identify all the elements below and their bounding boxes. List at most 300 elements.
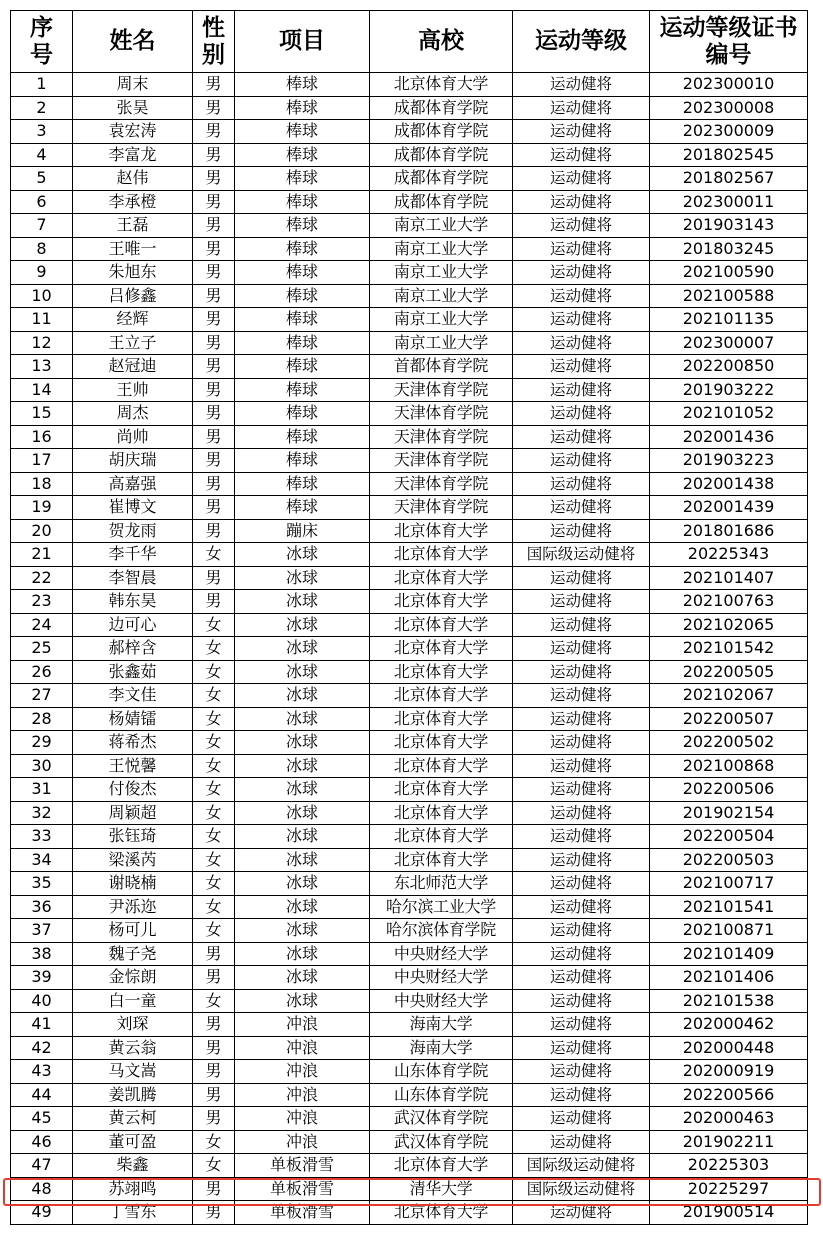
cell-index: 27 <box>11 684 73 708</box>
cell-cert: 202101542 <box>650 637 808 661</box>
table-row <box>11 73 808 97</box>
cell-level: 运动健将 <box>513 1083 650 1107</box>
cell-school: 北京体育大学 <box>370 1201 513 1225</box>
cell-level: 运动健将 <box>513 472 650 496</box>
cell-name: 贺龙雨 <box>73 519 193 543</box>
table-row <box>11 167 808 191</box>
cell-cert: 202200507 <box>650 707 808 731</box>
cell-gender: 女 <box>193 1130 235 1154</box>
cell-level: 运动健将 <box>513 1107 650 1131</box>
cell-school: 海南大学 <box>370 1036 513 1060</box>
cell-school: 中央财经大学 <box>370 989 513 1013</box>
cell-name: 边可心 <box>73 613 193 637</box>
cell-school: 天津体育学院 <box>370 378 513 402</box>
table-row <box>11 660 808 684</box>
cell-level: 运动健将 <box>513 331 650 355</box>
cell-sport: 棒球 <box>235 167 370 191</box>
cell-school: 北京体育大学 <box>370 684 513 708</box>
cell-level: 运动健将 <box>513 919 650 943</box>
header-cert: 运动等级证书编号 <box>650 11 808 73</box>
cell-school: 北京体育大学 <box>370 637 513 661</box>
cell-index: 43 <box>11 1060 73 1084</box>
cell-name: 李承橙 <box>73 190 193 214</box>
cell-gender: 男 <box>193 1201 235 1225</box>
cell-index: 10 <box>11 284 73 308</box>
cell-sport: 冰球 <box>235 942 370 966</box>
cell-gender: 女 <box>193 848 235 872</box>
athlete-table-container <box>10 10 808 1225</box>
cell-index: 1 <box>11 73 73 97</box>
cell-cert: 201903223 <box>650 449 808 473</box>
cell-name: 杨可儿 <box>73 919 193 943</box>
cell-level: 运动健将 <box>513 754 650 778</box>
cell-school: 北京体育大学 <box>370 1154 513 1178</box>
cell-level: 运动健将 <box>513 496 650 520</box>
cell-index: 7 <box>11 214 73 238</box>
cell-sport: 单板滑雪 <box>235 1201 370 1225</box>
cell-name: 蒋希杰 <box>73 731 193 755</box>
cell-sport: 冰球 <box>235 919 370 943</box>
cell-level: 运动健将 <box>513 519 650 543</box>
cell-gender: 男 <box>193 966 235 990</box>
cell-index: 32 <box>11 801 73 825</box>
cell-name: 周颖超 <box>73 801 193 825</box>
cell-school: 南京工业大学 <box>370 214 513 238</box>
cell-name: 张钰琦 <box>73 825 193 849</box>
cell-gender: 女 <box>193 660 235 684</box>
cell-gender: 男 <box>193 167 235 191</box>
cell-index: 41 <box>11 1013 73 1037</box>
cell-index: 34 <box>11 848 73 872</box>
cell-level: 运动健将 <box>513 613 650 637</box>
cell-school: 中央财经大学 <box>370 942 513 966</box>
cell-sport: 冲浪 <box>235 1060 370 1084</box>
table-row <box>11 825 808 849</box>
table-row <box>11 425 808 449</box>
table-row <box>11 1201 808 1225</box>
cell-name: 丁雪东 <box>73 1201 193 1225</box>
cell-school: 北京体育大学 <box>370 731 513 755</box>
cell-cert: 201801686 <box>650 519 808 543</box>
cell-gender: 男 <box>193 120 235 144</box>
cell-level: 运动健将 <box>513 190 650 214</box>
cell-gender: 男 <box>193 590 235 614</box>
cell-school: 南京工业大学 <box>370 261 513 285</box>
cell-index: 42 <box>11 1036 73 1060</box>
cell-cert: 20225303 <box>650 1154 808 1178</box>
cell-name: 谢晓楠 <box>73 872 193 896</box>
cell-level: 运动健将 <box>513 895 650 919</box>
table-row <box>11 566 808 590</box>
cell-gender: 女 <box>193 989 235 1013</box>
cell-sport: 冰球 <box>235 895 370 919</box>
cell-sport: 冲浪 <box>235 1036 370 1060</box>
cell-name: 白一童 <box>73 989 193 1013</box>
table-row <box>11 754 808 778</box>
cell-school: 北京体育大学 <box>370 825 513 849</box>
cell-level: 运动健将 <box>513 1036 650 1060</box>
cell-school: 南京工业大学 <box>370 331 513 355</box>
table-row <box>11 848 808 872</box>
cell-cert: 201902211 <box>650 1130 808 1154</box>
cell-level: 国际级运动健将 <box>513 1154 650 1178</box>
cell-level: 运动健将 <box>513 825 650 849</box>
cell-index: 22 <box>11 566 73 590</box>
cell-cert: 201802545 <box>650 143 808 167</box>
cell-index: 12 <box>11 331 73 355</box>
cell-name: 赵伟 <box>73 167 193 191</box>
cell-gender: 女 <box>193 637 235 661</box>
cell-school: 北京体育大学 <box>370 778 513 802</box>
cell-cert: 202300008 <box>650 96 808 120</box>
cell-index: 8 <box>11 237 73 261</box>
header-name: 姓名 <box>73 11 193 73</box>
cell-sport: 冰球 <box>235 989 370 1013</box>
cell-school: 南京工业大学 <box>370 284 513 308</box>
cell-name: 马文嵩 <box>73 1060 193 1084</box>
cell-level: 运动健将 <box>513 167 650 191</box>
cell-level: 国际级运动健将 <box>513 543 650 567</box>
cell-index: 48 <box>11 1177 73 1201</box>
cell-gender: 男 <box>193 143 235 167</box>
cell-sport: 冰球 <box>235 637 370 661</box>
cell-index: 35 <box>11 872 73 896</box>
cell-sport: 棒球 <box>235 496 370 520</box>
cell-cert: 201802567 <box>650 167 808 191</box>
cell-cert: 202100868 <box>650 754 808 778</box>
cell-level: 运动健将 <box>513 707 650 731</box>
cell-sport: 棒球 <box>235 425 370 449</box>
cell-level: 国际级运动健将 <box>513 1177 650 1201</box>
cell-gender: 男 <box>193 1013 235 1037</box>
table-row <box>11 942 808 966</box>
table-row <box>11 543 808 567</box>
cell-school: 成都体育学院 <box>370 120 513 144</box>
cell-index: 38 <box>11 942 73 966</box>
cell-cert: 202200502 <box>650 731 808 755</box>
cell-sport: 单板滑雪 <box>235 1177 370 1201</box>
cell-gender: 女 <box>193 684 235 708</box>
cell-school: 山东体育学院 <box>370 1060 513 1084</box>
cell-name: 李千华 <box>73 543 193 567</box>
cell-school: 山东体育学院 <box>370 1083 513 1107</box>
table-row <box>11 778 808 802</box>
cell-school: 北京体育大学 <box>370 707 513 731</box>
cell-school: 北京体育大学 <box>370 590 513 614</box>
cell-level: 运动健将 <box>513 731 650 755</box>
table-row <box>11 120 808 144</box>
cell-level: 运动健将 <box>513 966 650 990</box>
header-gender: 性别 <box>193 11 235 73</box>
cell-cert: 202100590 <box>650 261 808 285</box>
cell-index: 20 <box>11 519 73 543</box>
cell-school: 天津体育学院 <box>370 472 513 496</box>
cell-name: 吕修鑫 <box>73 284 193 308</box>
cell-name: 朱旭东 <box>73 261 193 285</box>
cell-sport: 冰球 <box>235 754 370 778</box>
cell-index: 16 <box>11 425 73 449</box>
table-row <box>11 449 808 473</box>
cell-sport: 棒球 <box>235 472 370 496</box>
cell-name: 张鑫茹 <box>73 660 193 684</box>
table-row <box>11 378 808 402</box>
table-row <box>11 919 808 943</box>
table-row <box>11 1107 808 1131</box>
table-row <box>11 1083 808 1107</box>
cell-gender: 男 <box>193 449 235 473</box>
table-row <box>11 637 808 661</box>
cell-cert: 202200850 <box>650 355 808 379</box>
cell-index: 28 <box>11 707 73 731</box>
cell-name: 王立子 <box>73 331 193 355</box>
cell-school: 海南大学 <box>370 1013 513 1037</box>
cell-cert: 202001439 <box>650 496 808 520</box>
cell-gender: 男 <box>193 355 235 379</box>
cell-gender: 男 <box>193 261 235 285</box>
cell-gender: 男 <box>193 378 235 402</box>
cell-sport: 冲浪 <box>235 1083 370 1107</box>
cell-sport: 棒球 <box>235 73 370 97</box>
cell-school: 北京体育大学 <box>370 543 513 567</box>
cell-gender: 女 <box>193 707 235 731</box>
cell-name: 周杰 <box>73 402 193 426</box>
cell-name: 黄云柯 <box>73 1107 193 1131</box>
cell-gender: 男 <box>193 1177 235 1201</box>
cell-gender: 女 <box>193 1154 235 1178</box>
cell-school: 南京工业大学 <box>370 308 513 332</box>
cell-sport: 冲浪 <box>235 1107 370 1131</box>
cell-index: 2 <box>11 96 73 120</box>
cell-sport: 蹦床 <box>235 519 370 543</box>
cell-cert: 202101541 <box>650 895 808 919</box>
cell-level: 运动健将 <box>513 1201 650 1225</box>
cell-cert: 202200504 <box>650 825 808 849</box>
cell-sport: 冰球 <box>235 801 370 825</box>
table-row <box>11 519 808 543</box>
table-row <box>11 1060 808 1084</box>
table-row <box>11 801 808 825</box>
cell-school: 清华大学 <box>370 1177 513 1201</box>
cell-cert: 202001436 <box>650 425 808 449</box>
cell-sport: 棒球 <box>235 284 370 308</box>
cell-school: 成都体育学院 <box>370 143 513 167</box>
table-row <box>11 731 808 755</box>
cell-cert: 202102067 <box>650 684 808 708</box>
cell-cert: 201900514 <box>650 1201 808 1225</box>
cell-name: 魏子尧 <box>73 942 193 966</box>
cell-index: 4 <box>11 143 73 167</box>
cell-level: 运动健将 <box>513 308 650 332</box>
table-row <box>11 989 808 1013</box>
cell-cert: 202300007 <box>650 331 808 355</box>
cell-gender: 男 <box>193 308 235 332</box>
cell-index: 6 <box>11 190 73 214</box>
cell-level: 运动健将 <box>513 801 650 825</box>
cell-name: 王磊 <box>73 214 193 238</box>
cell-level: 运动健将 <box>513 120 650 144</box>
cell-cert: 202100588 <box>650 284 808 308</box>
header-index: 序号 <box>11 11 73 73</box>
cell-cert: 202200506 <box>650 778 808 802</box>
table-row <box>11 96 808 120</box>
cell-level: 运动健将 <box>513 778 650 802</box>
table-row <box>11 496 808 520</box>
cell-school: 北京体育大学 <box>370 848 513 872</box>
cell-school: 武汉体育学院 <box>370 1107 513 1131</box>
cell-gender: 男 <box>193 237 235 261</box>
cell-name: 胡庆瑞 <box>73 449 193 473</box>
table-row <box>11 284 808 308</box>
cell-sport: 棒球 <box>235 331 370 355</box>
cell-school: 北京体育大学 <box>370 613 513 637</box>
cell-index: 33 <box>11 825 73 849</box>
cell-index: 14 <box>11 378 73 402</box>
cell-level: 运动健将 <box>513 872 650 896</box>
cell-level: 运动健将 <box>513 214 650 238</box>
cell-name: 董可盈 <box>73 1130 193 1154</box>
cell-sport: 冰球 <box>235 707 370 731</box>
table-row <box>11 613 808 637</box>
table-row <box>11 355 808 379</box>
cell-name: 姜凯腾 <box>73 1083 193 1107</box>
table-row <box>11 1036 808 1060</box>
cell-gender: 男 <box>193 425 235 449</box>
cell-gender: 男 <box>193 331 235 355</box>
cell-school: 首都体育学院 <box>370 355 513 379</box>
cell-level: 运动健将 <box>513 1130 650 1154</box>
table-row <box>11 402 808 426</box>
cell-level: 运动健将 <box>513 848 650 872</box>
cell-index: 25 <box>11 637 73 661</box>
cell-school: 北京体育大学 <box>370 566 513 590</box>
cell-cert: 202101409 <box>650 942 808 966</box>
cell-name: 周末 <box>73 73 193 97</box>
cell-level: 运动健将 <box>513 449 650 473</box>
cell-gender: 女 <box>193 801 235 825</box>
header-sport: 项目 <box>235 11 370 73</box>
cell-cert: 202001438 <box>650 472 808 496</box>
cell-gender: 男 <box>193 1060 235 1084</box>
cell-gender: 女 <box>193 731 235 755</box>
cell-cert: 202100717 <box>650 872 808 896</box>
cell-sport: 冲浪 <box>235 1013 370 1037</box>
cell-index: 13 <box>11 355 73 379</box>
cell-cert: 202102065 <box>650 613 808 637</box>
cell-cert: 202300010 <box>650 73 808 97</box>
cell-name: 张昊 <box>73 96 193 120</box>
table-row <box>11 214 808 238</box>
cell-cert: 202101406 <box>650 966 808 990</box>
cell-name: 王帅 <box>73 378 193 402</box>
cell-sport: 单板滑雪 <box>235 1154 370 1178</box>
cell-gender: 男 <box>193 1083 235 1107</box>
cell-level: 运动健将 <box>513 942 650 966</box>
cell-index: 36 <box>11 895 73 919</box>
cell-level: 运动健将 <box>513 989 650 1013</box>
cell-gender: 男 <box>193 96 235 120</box>
cell-sport: 冰球 <box>235 543 370 567</box>
cell-index: 37 <box>11 919 73 943</box>
cell-school: 北京体育大学 <box>370 660 513 684</box>
cell-name: 梁溪芮 <box>73 848 193 872</box>
cell-level: 运动健将 <box>513 261 650 285</box>
table-row <box>11 966 808 990</box>
cell-level: 运动健将 <box>513 378 650 402</box>
cell-cert: 20225297 <box>650 1177 808 1201</box>
cell-gender: 男 <box>193 942 235 966</box>
cell-sport: 棒球 <box>235 402 370 426</box>
cell-level: 运动健将 <box>513 355 650 379</box>
cell-gender: 男 <box>193 1036 235 1060</box>
cell-cert: 202101052 <box>650 402 808 426</box>
cell-name: 苏翊鸣 <box>73 1177 193 1201</box>
cell-index: 31 <box>11 778 73 802</box>
cell-level: 运动健将 <box>513 684 650 708</box>
cell-index: 45 <box>11 1107 73 1131</box>
cell-school: 南京工业大学 <box>370 237 513 261</box>
cell-index: 26 <box>11 660 73 684</box>
table-row <box>11 1013 808 1037</box>
cell-cert: 202101135 <box>650 308 808 332</box>
cell-name: 王悦馨 <box>73 754 193 778</box>
cell-cert: 202200505 <box>650 660 808 684</box>
cell-name: 黄云翁 <box>73 1036 193 1060</box>
cell-cert: 202300009 <box>650 120 808 144</box>
table-body <box>11 73 808 1225</box>
cell-index: 24 <box>11 613 73 637</box>
cell-cert: 202000448 <box>650 1036 808 1060</box>
cell-name: 柴鑫 <box>73 1154 193 1178</box>
cell-cert: 202101407 <box>650 566 808 590</box>
cell-sport: 棒球 <box>235 143 370 167</box>
cell-sport: 棒球 <box>235 120 370 144</box>
cell-sport: 棒球 <box>235 190 370 214</box>
table-row <box>11 472 808 496</box>
cell-sport: 冰球 <box>235 872 370 896</box>
cell-sport: 冰球 <box>235 825 370 849</box>
cell-sport: 棒球 <box>235 308 370 332</box>
cell-gender: 男 <box>193 566 235 590</box>
cell-index: 9 <box>11 261 73 285</box>
table-row <box>11 1154 808 1178</box>
cell-cert: 202200566 <box>650 1083 808 1107</box>
header-school: 高校 <box>370 11 513 73</box>
cell-level: 运动健将 <box>513 73 650 97</box>
cell-sport: 棒球 <box>235 214 370 238</box>
cell-level: 运动健将 <box>513 1060 650 1084</box>
cell-school: 成都体育学院 <box>370 96 513 120</box>
cell-cert: 201902154 <box>650 801 808 825</box>
cell-index: 18 <box>11 472 73 496</box>
cell-cert: 202000919 <box>650 1060 808 1084</box>
cell-cert: 202100763 <box>650 590 808 614</box>
cell-index: 3 <box>11 120 73 144</box>
cell-gender: 女 <box>193 778 235 802</box>
cell-name: 郝梓含 <box>73 637 193 661</box>
cell-sport: 冰球 <box>235 966 370 990</box>
cell-name: 金悰朗 <box>73 966 193 990</box>
cell-index: 11 <box>11 308 73 332</box>
cell-name: 杨婧镭 <box>73 707 193 731</box>
cell-school: 天津体育学院 <box>370 425 513 449</box>
cell-sport: 冰球 <box>235 590 370 614</box>
table-row <box>11 143 808 167</box>
cell-level: 运动健将 <box>513 237 650 261</box>
cell-name: 付俊杰 <box>73 778 193 802</box>
cell-school: 天津体育学院 <box>370 402 513 426</box>
cell-name: 经辉 <box>73 308 193 332</box>
cell-index: 5 <box>11 167 73 191</box>
